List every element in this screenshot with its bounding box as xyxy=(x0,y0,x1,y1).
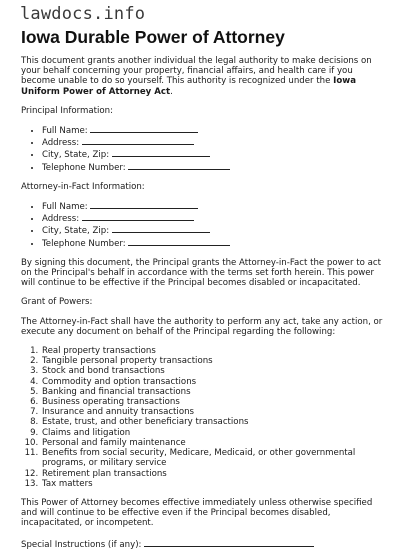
power-item: 4. Commodity and option transactions xyxy=(41,377,383,387)
field-label: Full Name: xyxy=(42,126,88,137)
grant-heading: Grant of Powers: xyxy=(21,297,93,308)
power-item: 7. Insurance and annuity transactions xyxy=(41,407,383,417)
agent-fields xyxy=(21,200,383,249)
document-title: Iowa Durable Power of Attorney xyxy=(21,27,285,47)
power-item: 5. Banking and financial transactions xyxy=(41,387,383,397)
agent-city-field xyxy=(42,224,383,236)
principal-address-field xyxy=(42,136,383,148)
blank-line[interactable] xyxy=(90,124,198,133)
act-name: Iowa Uniform Power of Attorney Act xyxy=(21,76,356,97)
effective-paragraph: This Power of Attorney becomes effective immediately unless otherwise specified and will continue to be effective even if the Principal becomes disabled, incapacitated, or incompetent. xyxy=(21,497,373,529)
special-instructions xyxy=(21,538,383,550)
document xyxy=(21,27,383,550)
agent-phone-field xyxy=(42,237,383,249)
blank-line[interactable] xyxy=(112,148,210,157)
power-item: 1. Real property transactions xyxy=(41,346,383,356)
grant-paragraph: The Attorney-in-Fact shall have the authority to perform any act, take any action, or execute any document on behalf of the Principal regarding the following: xyxy=(21,316,383,337)
field-label: Full Name: xyxy=(42,202,88,213)
intro-end: . xyxy=(170,86,173,97)
power-item: 10. Personal and family maintenance xyxy=(41,438,383,448)
signing-paragraph: By signing this document, the Principal grants the Attorney-in-Fact the power to act on the Principal's behalf in accordance with the terms set forth herein. This power will continue to be effective if the Principal becomes disabled or incapacitated. xyxy=(21,257,381,289)
principal-fields xyxy=(21,124,383,173)
field-label: Address: xyxy=(42,138,80,149)
intro-text: This document grants another individual the legal authority to make decisions on your behalf concerning your property, financial affairs, and health care if you become unable to do so yourself. This authority is recognized under the xyxy=(21,56,372,87)
power-item: 3. Stock and bond transactions xyxy=(41,366,383,376)
agent-heading: Attorney-in-Fact Information: xyxy=(21,181,145,192)
field-label: Address: xyxy=(42,214,80,225)
special-instructions-line[interactable] xyxy=(144,538,314,547)
special-instructions-label: Special Instructions (if any): xyxy=(21,539,142,550)
field-label: Telephone Number: xyxy=(42,238,126,249)
power-item: 13. Tax matters xyxy=(41,479,383,489)
agent-full-name-field xyxy=(42,200,383,212)
power-item: 8. Estate, trust, and other beneficiary transactions xyxy=(41,417,383,427)
principal-full-name-field xyxy=(42,124,383,136)
powers-list xyxy=(21,346,383,489)
intro-paragraph xyxy=(21,56,383,97)
principal-phone-field xyxy=(42,161,383,173)
blank-line[interactable] xyxy=(128,237,230,246)
field-label: City, State, Zip: xyxy=(42,150,110,161)
power-item: 2. Tangible personal property transactions xyxy=(41,356,383,366)
field-label: City, State, Zip: xyxy=(42,226,110,237)
field-label: Telephone Number: xyxy=(42,162,126,173)
blank-line[interactable] xyxy=(82,212,194,221)
power-item: 6. Business operating transactions xyxy=(41,397,383,407)
blank-line[interactable] xyxy=(112,224,210,233)
power-item: 12. Retirement plan transactions xyxy=(41,469,383,479)
principal-heading: Principal Information: xyxy=(21,105,113,116)
watermark: lawdocs.info xyxy=(20,4,146,24)
principal-city-field xyxy=(42,148,383,160)
blank-line[interactable] xyxy=(90,200,198,209)
power-item: 11. Benefits from social security, Medicare, Medicaid, or other governmental programs, or military service xyxy=(41,448,383,468)
power-item: 9. Claims and litigation xyxy=(41,428,383,438)
blank-line[interactable] xyxy=(128,161,230,170)
agent-address-field xyxy=(42,212,383,224)
blank-line[interactable] xyxy=(82,136,194,145)
